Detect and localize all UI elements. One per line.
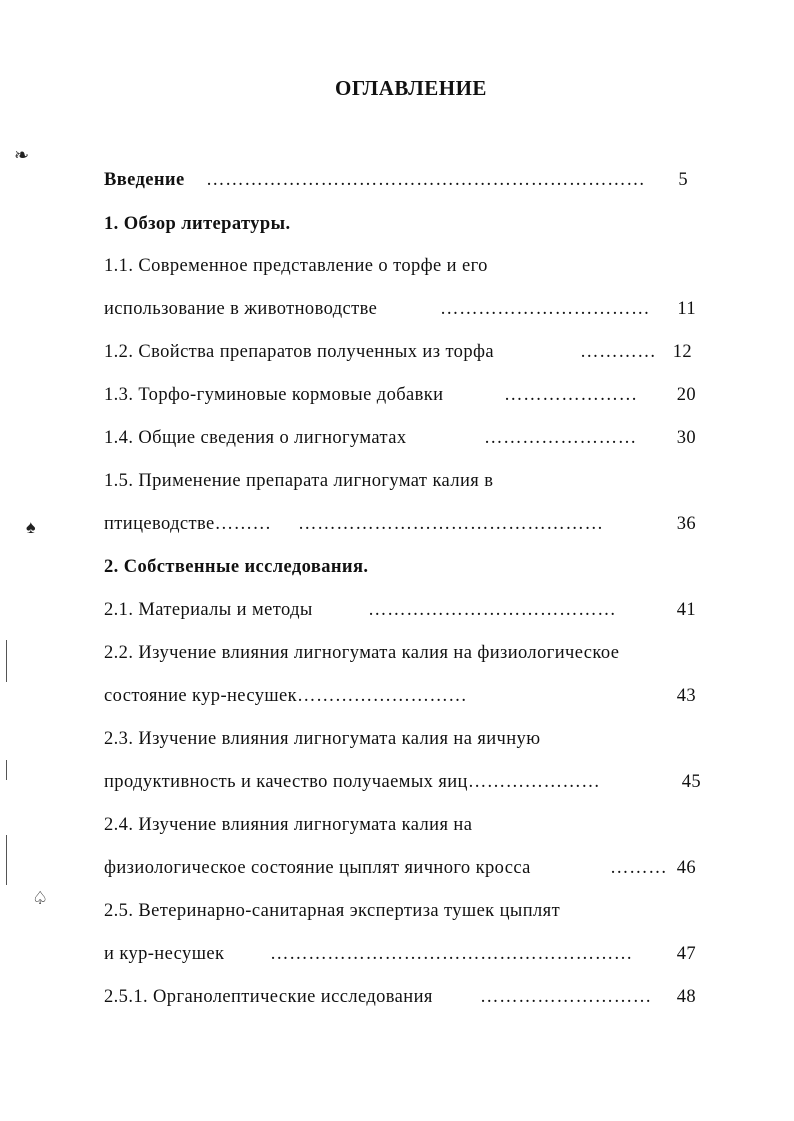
toc-entry-text: и кур-несушек	[104, 944, 225, 964]
toc-entry	[104, 382, 696, 408]
toc-entry	[104, 855, 696, 881]
toc-leader: …………………………………………	[298, 514, 604, 534]
toc-entry	[104, 511, 696, 537]
toc-entry	[104, 683, 696, 709]
toc-page-number: 5	[678, 170, 688, 190]
toc-page-number: 20	[676, 385, 696, 405]
toc-entry-text: птицеводстве………	[104, 514, 272, 534]
toc-page-number: 30	[676, 428, 696, 448]
toc-entry-text: 1.1. Современное представление о торфе и его	[104, 256, 488, 276]
toc-leader: ……………………………………………………………	[206, 170, 646, 190]
toc-leader: …………	[580, 342, 657, 362]
toc-entry-text: 2.5. Ветеринарно-санитарная экспертиза тушек цыплят	[104, 901, 561, 921]
toc-leader: ………………………	[480, 987, 652, 1007]
toc-page-number: 12	[672, 342, 692, 362]
toc-entry	[104, 769, 701, 795]
scan-edge-line	[6, 760, 7, 780]
toc-page-number: 47	[676, 944, 696, 964]
toc-entry	[104, 253, 696, 279]
toc-entry-text: 2.3. Изучение влияния лигногумата калия на яичную	[104, 729, 541, 749]
toc-entry-text: 2.5.1. Органолептические исследования	[104, 987, 433, 1007]
toc-entry-text: 2.2. Изучение влияния лигногумата калия на физиологическое	[104, 643, 620, 663]
toc-page-number: 36	[676, 514, 696, 534]
toc-entry-text: состояние кур-несушек………………………	[104, 686, 468, 706]
toc-entry	[104, 597, 696, 623]
toc-entry-text: 1.2. Свойства препаратов полученных из торфа	[104, 342, 494, 362]
scan-mark: ♤	[32, 888, 49, 908]
toc-entry-text: физиологическое состояние цыплят яичного кросса	[104, 858, 531, 878]
toc-entry-text: 2.4. Изучение влияния лигногумата калия на	[104, 815, 473, 835]
toc-leader: …………………	[504, 385, 638, 405]
toc-leader: ……………………	[484, 428, 637, 448]
scan-mark: ♠	[26, 517, 36, 537]
toc-entry-text: 1.5. Применение препарата лигногумат калия в	[104, 471, 494, 491]
toc-leader: ………	[610, 858, 668, 878]
toc-page-number: 11	[677, 299, 696, 319]
toc-entry-text: продуктивность и качество получаемых яиц…………………	[104, 772, 601, 792]
toc-entry	[104, 296, 696, 322]
toc-entry	[104, 167, 696, 193]
toc-page-number: 48	[676, 987, 696, 1007]
toc-entry-text: 2.1. Материалы и методы	[104, 600, 313, 620]
toc-entry-text: Введение	[104, 170, 185, 190]
toc-page-number: 45	[681, 772, 701, 792]
toc-entry	[104, 468, 696, 494]
toc-page-number: 43	[676, 686, 696, 706]
toc-page-number: 46	[676, 858, 696, 878]
scan-edge-line	[6, 835, 7, 885]
toc-entry	[104, 941, 696, 967]
scan-mark: ❧	[14, 145, 30, 165]
toc-entry-text: 1.4. Общие сведения о лигногуматах	[104, 428, 407, 448]
toc-entry	[104, 339, 696, 365]
toc-entry	[104, 984, 696, 1010]
toc-page-number: 41	[676, 600, 696, 620]
toc-leader: …………………………………	[368, 600, 617, 620]
toc-leader: …………………………………………………	[270, 944, 633, 964]
toc-entry	[104, 425, 696, 451]
scan-edge-line	[6, 640, 7, 682]
toc-section-heading	[104, 554, 696, 580]
page-title: ОГЛАВЛЕНИЕ	[335, 76, 487, 100]
toc-entry	[104, 640, 696, 666]
toc-section-heading	[104, 211, 696, 237]
toc-entry-text: 1. Обзор литературы.	[104, 214, 291, 234]
toc-entry-text: 2. Собственные исследования.	[104, 557, 369, 577]
toc-leader: ……………………………	[440, 299, 651, 319]
toc-entry-text: использование в животноводстве	[104, 299, 378, 319]
toc-entry	[104, 726, 696, 752]
toc-entry-text: 1.3. Торфо-гуминовые кормовые добавки	[104, 385, 444, 405]
toc-entry	[104, 812, 696, 838]
toc-entry	[104, 898, 696, 924]
